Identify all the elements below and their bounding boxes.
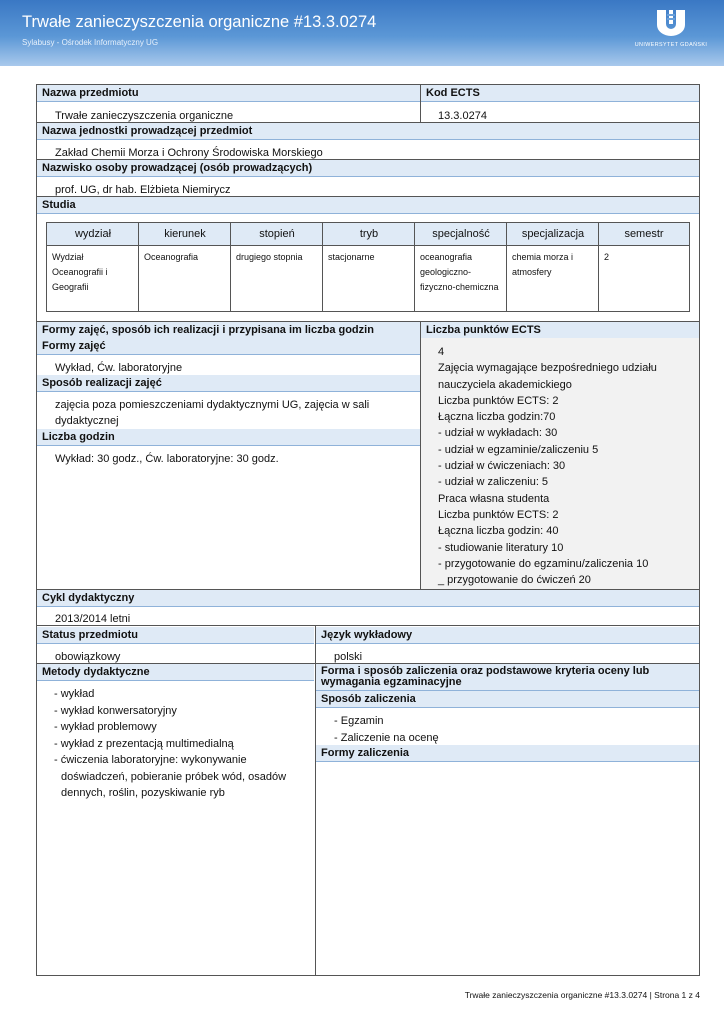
lecturer-value: prof. UG, dr hab. Elżbieta Niemirycz (55, 184, 231, 196)
assessment-label: Forma i sposób zaliczenia oraz podstawowe kryteria oceny lub wymagania egzaminacyjne (316, 664, 699, 691)
studia-cell-specjalnosc: oceanografia geologiczno-fizyczno-chemiczna (420, 252, 499, 292)
studia-cell-wydzial: Wydział Oceanografii i Geografii (52, 252, 108, 292)
method-text: wykład z prezentacją multimedialną (60, 737, 234, 750)
cycle-label: Cykl dydaktyczny (37, 590, 699, 607)
course-name-value: Trwałe zanieczyszczenia organiczne (55, 110, 234, 122)
studia-header-kierunek: kierunek (139, 223, 231, 245)
lecturer-label: Nazwisko osoby prowadzącej (osób prowadzących) (37, 160, 699, 177)
university-crest-icon (654, 8, 688, 36)
ects-line: Liczba punktów ECTS: 2 (438, 394, 559, 407)
ects-points-label: Liczba punktów ECTS (421, 322, 699, 339)
divider (414, 223, 415, 311)
status-value: obowiązkowy (55, 651, 121, 663)
studia-header-semestr: semestr (599, 223, 689, 245)
studia-cell-kierunek: Oceanografia (144, 252, 199, 262)
ects-line: - udział w ćwiczeniach: 30 (438, 460, 566, 473)
studia-cell-semestr: 2 (604, 252, 610, 262)
ects-line: Praca własna studenta (438, 492, 550, 505)
assessment-text: Egzamin (340, 715, 384, 727)
formy-zajec-label: Formy zajęć (37, 338, 420, 355)
sposob-zaliczenia-label: Sposób zaliczenia (316, 691, 699, 708)
ects-code-value: 13.3.0274 (438, 110, 487, 122)
divider (37, 625, 699, 626)
ects-line: _ przygotowanie do ćwiczeń 20 (438, 574, 591, 587)
studia-header-specjalnosc: specjalność (415, 223, 507, 245)
liczba-godzin-label: Liczba godzin (37, 429, 420, 446)
list-item: - wykład (54, 688, 95, 700)
divider (230, 223, 231, 311)
methods-label: Metody dydaktyczne (37, 664, 314, 681)
ects-code-label: Kod ECTS (421, 85, 699, 102)
ects-line: 4 (438, 346, 445, 358)
ects-line: nauczyciela akademickiego (438, 378, 572, 391)
page-header (0, 0, 724, 66)
formy-zaliczenia-label: Formy zaliczenia (316, 745, 699, 762)
list-item: - Zaliczenie na ocenę (334, 731, 439, 744)
divider (598, 223, 599, 311)
page-footer: Trwałe zanieczyszczenia organiczne #13.3.0274 | Strona 1 z 4 (464, 990, 700, 1000)
language-label: Język wykładowy (316, 627, 699, 644)
liczba-godzin-value: Wykład: 30 godz., Ćw. laboratoryjne: 30 godz. (55, 453, 279, 465)
ects-line: - studiowanie literatury 10 (438, 541, 564, 554)
divider (138, 223, 139, 311)
method-text: wykład problemowy (60, 721, 157, 733)
university-name: UNIWERSYTET GDAŃSKI (634, 42, 708, 48)
studia-header-stopien: stopień (231, 223, 323, 245)
ects-line: Zajęcia wymagające bezpośredniego udziału (438, 362, 657, 375)
studia-cell-tryb: stacjonarne (328, 252, 375, 262)
sposob-realizacji-value: zajęcia poza pomieszczeniami dydaktycznymi UG, zajęcia w sali dydaktycznej (55, 399, 370, 427)
formy-section-label: Formy zajęć, sposób ich realizacji i przypisana im liczba godzin (37, 322, 420, 339)
studia-header-wydzial: wydział (47, 223, 139, 245)
studia-header-tryb: tryb (323, 223, 415, 245)
list-item: - wykład problemowy (54, 721, 157, 733)
method-text: wykład konwersatoryjny (60, 704, 177, 717)
formy-zajec-value: Wykład, Ćw. laboratoryjne (55, 362, 183, 374)
list-item: - ćwiczenia laboratoryjne: wykonywanie doświadczeń, pobieranie próbek wód, osadów dennych, roślin, pozyskiwanie ryb (54, 754, 287, 799)
list-item: - Egzamin (334, 715, 384, 727)
method-text: ćwiczenia laboratoryjne: wykonywanie doświadczeń, pobieranie próbek wód, osadów dennych, roślin, pozyskiwanie ryb (60, 754, 287, 799)
course-name-label: Nazwa przedmiotu (37, 85, 420, 102)
unit-value: Zakład Chemii Morza i Ochrony Środowiska Morskiego (55, 147, 323, 159)
ects-line: - udział w wykładach: 30 (438, 427, 558, 440)
university-logo (628, 8, 714, 52)
assessment-text: Zaliczenie na ocenę (340, 731, 439, 744)
ects-points-details (421, 338, 699, 589)
ects-line: Łączna liczba godzin: 40 (438, 525, 559, 538)
cycle-value: 2013/2014 letni (55, 613, 131, 625)
unit-label: Nazwa jednostki prowadzącej przedmiot (37, 123, 699, 140)
sposob-realizacji-label: Sposób realizacji zajęć (37, 375, 420, 392)
studia-header-specjalizacja: specjalizacja (507, 223, 599, 245)
language-value: polski (334, 651, 363, 663)
divider (506, 223, 507, 311)
list-item: - wykład konwersatoryjny (54, 704, 177, 717)
sposob-zaliczenia-list (334, 713, 674, 746)
ects-line: - przygotowanie do egzaminu/zaliczenia 10 (438, 557, 649, 570)
page-title: Trwałe zanieczyszczenia organiczne #13.3.0274 (22, 13, 377, 31)
studia-label: Studia (37, 197, 699, 214)
status-label: Status przedmiotu (37, 627, 314, 644)
studia-cell-stopien: drugiego stopnia (236, 252, 303, 262)
divider (420, 85, 421, 122)
ects-line: Liczba punktów ECTS: 2 (438, 508, 559, 521)
divider (322, 223, 323, 311)
method-text: wykład (60, 688, 95, 700)
ects-line: - udział w zaliczeniu: 5 (438, 476, 549, 489)
methods-list (54, 686, 304, 802)
ects-line: Łączna liczba godzin:70 (438, 411, 556, 424)
studia-table (46, 222, 690, 312)
page-subtitle: Sylabusy - Ośrodek Informatyczny UG (22, 38, 159, 47)
list-item: - wykład z prezentacją multimedialną (54, 737, 234, 750)
studia-cell-specjalizacja: chemia morza i atmosfery (512, 252, 574, 277)
ects-line: - udział w egzaminie/zaliczeniu 5 (438, 443, 599, 456)
